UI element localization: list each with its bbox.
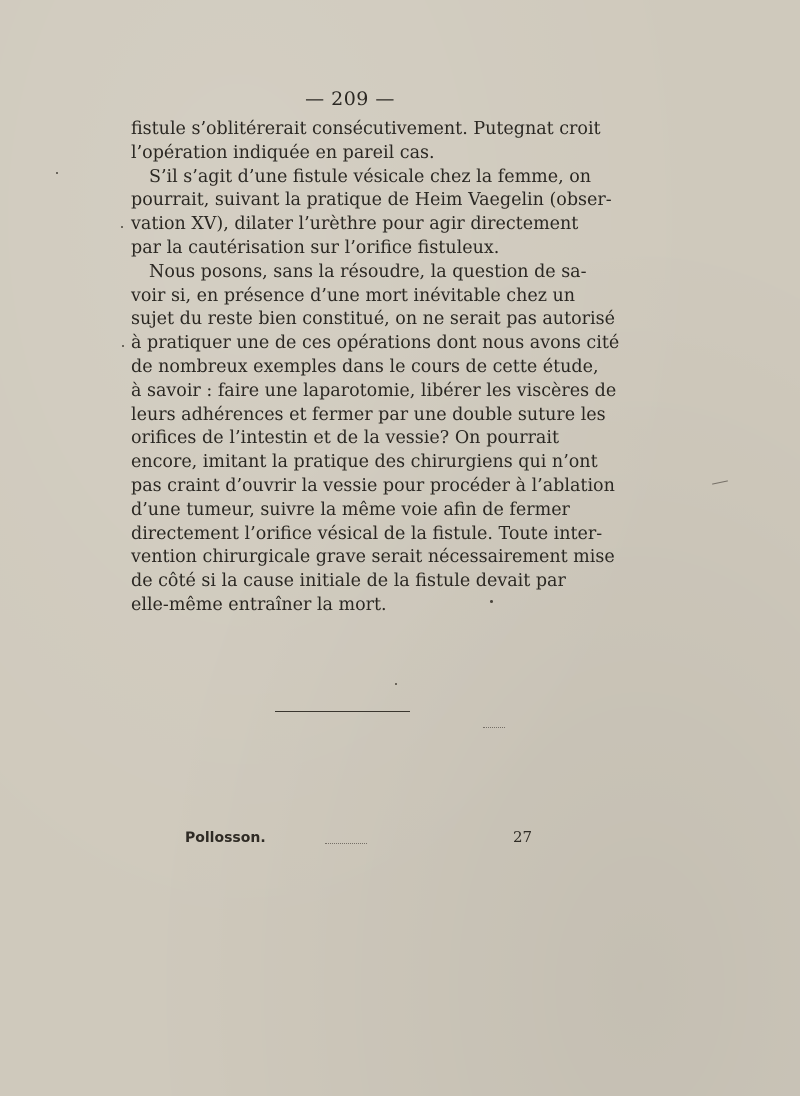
text-line: vation XV), dilater l’urèthre pour agir directement — [131, 214, 579, 235]
signature-mark: 27 — [513, 828, 533, 846]
page-number: — 209 — — [305, 88, 395, 110]
text-line: leurs adhérences et fermer par une double suture les — [131, 404, 606, 425]
text-line: directement l’orifice vésical de la fistule. Toute inter- — [131, 523, 603, 544]
text-line: par la cautérisation sur l’orifice fistuleux. — [131, 237, 500, 258]
text-line: voir si, en présence d’une mort inévitable chez un — [131, 285, 576, 306]
paper-mark — [325, 843, 367, 844]
text-line: de côté si la cause initiale de la fistule devait par — [131, 571, 566, 592]
text-line: à pratiquer une de ces opérations dont nous avons cité — [131, 333, 620, 354]
paper-mark — [483, 727, 505, 728]
text-line: fistule s’oblitérerait consécutivement. Putegnat croit — [131, 119, 601, 139]
section-divider — [275, 711, 410, 712]
text-line: d’une tumeur, suivre la même voie afin de fermer — [131, 499, 570, 520]
text-line: encore, imitant la pratique des chirurgiens qui n’ont — [131, 452, 598, 473]
text-line: pas craint d’ouvrir la vessie pour procéder à l’ablation — [131, 475, 615, 496]
paper-speck — [56, 172, 58, 174]
paper-speck — [122, 345, 124, 347]
paper-speck — [121, 226, 123, 228]
text-line: pourrait, suivant la pratique de Heim Vaegelin (obser- — [131, 190, 612, 211]
paper-speck — [395, 683, 397, 685]
paper-speck — [490, 600, 493, 603]
text-line: vention chirurgicale grave serait nécessairement mise — [131, 547, 615, 568]
text-line: S’il s’agit d’une fistule vésicale chez la femme, on — [149, 166, 592, 187]
paper-mark — [712, 480, 728, 484]
text-line: à savoir : faire une laparotomie, libérer les viscères de — [131, 380, 617, 401]
footer-author: Pollosson. — [185, 830, 266, 846]
text-line: Nous posons, sans la résoudre, la question de sa- — [149, 261, 587, 282]
text-line: elle-même entraîner la mort. — [131, 594, 387, 615]
text-line: sujet du reste bien constitué, on ne serait pas autorisé — [131, 309, 615, 330]
text-line: orifices de l’intestin et de la vessie? On pourrait — [131, 428, 559, 449]
text-line: de nombreux exemples dans le cours de cette étude, — [131, 356, 599, 377]
body-text — [131, 118, 620, 618]
text-line: l’opération indiquée en pareil cas. — [131, 142, 435, 163]
